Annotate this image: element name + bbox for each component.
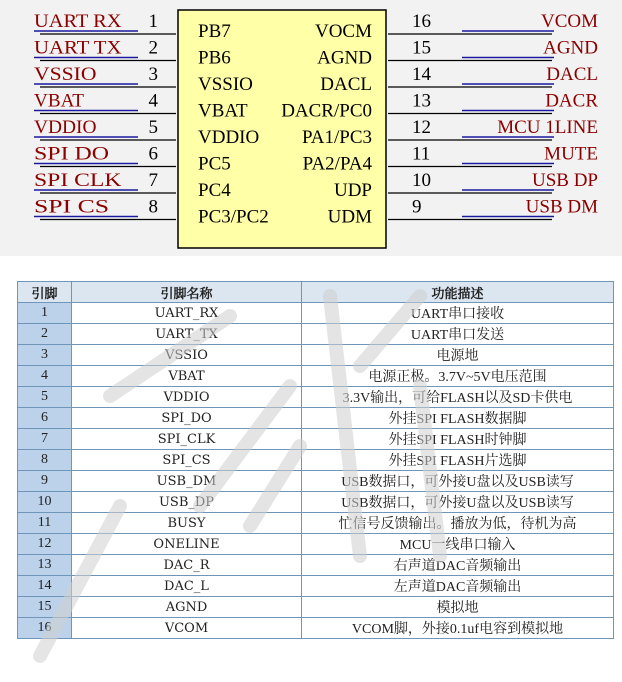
right-pin-label: VCOM — [540, 11, 598, 32]
left-pin-label: VDDIO — [34, 117, 97, 138]
pin-name-cell: VSSIO — [72, 345, 302, 366]
left-pin-label: VSSIO — [34, 64, 97, 85]
chip-right-pin-name: DACL — [320, 74, 372, 95]
pin-diagram — [0, 0, 622, 256]
right-pin-label: MCU 1LINE — [497, 117, 598, 138]
pin-number-cell: 10 — [18, 492, 72, 513]
header-pin: 引脚 — [18, 282, 72, 303]
pin-description-cell: 左声道DAC音频输出 — [302, 576, 614, 597]
table-row — [18, 618, 614, 639]
pin-name-cell: ONELINE — [72, 534, 302, 555]
table-row — [18, 471, 614, 492]
pin-number-cell: 7 — [18, 429, 72, 450]
pin-description-cell: MCU一线串口输入 — [302, 534, 614, 555]
pin-number-cell: 14 — [18, 576, 72, 597]
left-pin-number: 2 — [148, 37, 158, 59]
table-row — [18, 513, 614, 534]
pin-name-cell: SPI_CLK — [72, 429, 302, 450]
left-pin-label: SPI CS — [34, 196, 109, 218]
right-pin-number: 11 — [412, 143, 431, 165]
pin-number-cell: 3 — [18, 345, 72, 366]
pin-number-cell: 16 — [18, 618, 72, 639]
pin-description-cell: 3.3V输出，可给FLASH以及SD卡供电 — [302, 387, 614, 408]
table-row — [18, 534, 614, 555]
chip-right-pin-name: UDP — [333, 180, 372, 201]
pin-name-cell: UART_TX — [72, 324, 302, 345]
pin-name-cell: USB_DP — [72, 492, 302, 513]
left-pin-number: 5 — [148, 117, 158, 138]
left-pin-label: SPI DO — [34, 143, 109, 165]
chip-right-pin-name: VOCM — [314, 21, 372, 42]
chip-right-pin-name: PA2/PA4 — [302, 153, 372, 175]
table-header-row — [18, 282, 614, 303]
pin-description-cell: 外挂SPI FLASH时钟脚 — [302, 429, 614, 450]
pin-number-cell: 13 — [18, 555, 72, 576]
table-row — [18, 408, 614, 429]
left-pin-label: VBAT — [34, 90, 85, 112]
right-pin-label: AGND — [543, 37, 598, 59]
pin-number-cell: 6 — [18, 408, 72, 429]
table-row — [18, 345, 614, 366]
table-row — [18, 597, 614, 618]
pin-name-cell: UART_RX — [72, 303, 302, 324]
chip-left-pin-name: PB6 — [198, 47, 231, 69]
pin-description-cell: 外挂SPI FLASH数据脚 — [302, 408, 614, 429]
right-pin-number: 13 — [412, 90, 431, 112]
chip-left-pin-name: PC5 — [198, 153, 231, 175]
pin-name-cell: AGND — [72, 597, 302, 618]
right-pin-number: 12 — [412, 117, 431, 138]
header-function: 功能描述 — [302, 282, 614, 303]
left-pin-number: 4 — [148, 90, 158, 112]
pin-number-cell: 8 — [18, 450, 72, 471]
right-pin-number: 16 — [412, 11, 431, 32]
table-row — [18, 366, 614, 387]
pin-description-cell: USB数据口，可外接U盘以及USB读写 — [302, 492, 614, 513]
chip-right-pin-name: AGND — [317, 47, 372, 69]
right-pin-number: 9 — [412, 196, 422, 218]
chip-left-pin-name: VBAT — [198, 100, 248, 122]
pin-description-cell: UART串口接收 — [302, 303, 614, 324]
pin-description-cell: UART串口发送 — [302, 324, 614, 345]
pin-description-cell: USB数据口，可外接U盘以及USB读写 — [302, 471, 614, 492]
pin-number-cell: 12 — [18, 534, 72, 555]
chip-left-pin-name: PC4 — [198, 180, 231, 201]
pin-description-cell: 外挂SPI FLASH片选脚 — [302, 450, 614, 471]
table-row — [18, 303, 614, 324]
pin-number-cell: 11 — [18, 513, 72, 534]
chip-left-pin-name: VSSIO — [198, 74, 253, 95]
header-pin-name: 引脚名称 — [72, 282, 302, 303]
right-pin-label: MUTE — [544, 143, 598, 165]
pin-table — [17, 281, 614, 639]
pin-number-cell: 15 — [18, 597, 72, 618]
table-row — [18, 576, 614, 597]
chip-right-pin-name: DACR/PC0 — [281, 100, 372, 122]
left-pin-label: SPI CLK — [34, 170, 122, 191]
pin-description-cell: 模拟地 — [302, 597, 614, 618]
left-pin-number: 6 — [148, 143, 158, 165]
pin-name-cell: DAC_L — [72, 576, 302, 597]
pin-name-cell: DAC_R — [72, 555, 302, 576]
table-row — [18, 387, 614, 408]
right-pin-label: DACL — [546, 64, 598, 85]
pin-name-cell: VBAT — [72, 366, 302, 387]
pin-name-cell: SPI_CS — [72, 450, 302, 471]
chip-left-pin-name: PB7 — [198, 21, 231, 42]
pin-name-cell: VDDIO — [72, 387, 302, 408]
chip-right-pin-name: UDM — [327, 206, 372, 228]
pin-description-cell: 电源正极。3.7V~5V电压范围 — [302, 366, 614, 387]
chip-left-pin-name: PC3/PC2 — [198, 206, 269, 228]
pin-number-cell: 4 — [18, 366, 72, 387]
pin-description-cell: 右声道DAC音频输出 — [302, 555, 614, 576]
pin-description-cell: 忙信号反馈输出。播放为低，待机为高 — [302, 513, 614, 534]
pin-name-cell: SPI_DO — [72, 408, 302, 429]
left-pin-number: 7 — [148, 170, 158, 191]
left-pin-number: 8 — [148, 196, 158, 218]
right-pin-label: USB DM — [525, 196, 598, 218]
pin-name-cell: VCOM — [72, 618, 302, 639]
table-row — [18, 555, 614, 576]
pin-description-cell: 电源地 — [302, 345, 614, 366]
left-pin-label: UART TX — [34, 37, 122, 59]
pin-description-cell: VCOM脚，外接0.1uf电容到模拟地 — [302, 618, 614, 639]
table-row — [18, 324, 614, 345]
chip-left-pin-name: VDDIO — [198, 127, 260, 148]
pin-number-cell: 5 — [18, 387, 72, 408]
pin-name-cell: USB_DM — [72, 471, 302, 492]
left-pin-number: 1 — [148, 11, 158, 32]
table-row — [18, 450, 614, 471]
chip-right-pin-name: PA1/PC3 — [301, 127, 372, 148]
right-pin-number: 15 — [412, 37, 431, 59]
right-pin-number: 14 — [412, 64, 431, 85]
right-pin-label: DACR — [545, 90, 598, 112]
pin-number-cell: 9 — [18, 471, 72, 492]
pin-number-cell: 2 — [18, 324, 72, 345]
left-pin-label: UART RX — [34, 11, 122, 32]
left-pin-number: 3 — [148, 64, 158, 85]
pin-number-cell: 1 — [18, 303, 72, 324]
right-pin-label: USB DP — [532, 170, 598, 191]
table-row — [18, 492, 614, 513]
pin-name-cell: BUSY — [72, 513, 302, 534]
right-pin-number: 10 — [412, 170, 431, 191]
table-row — [18, 429, 614, 450]
